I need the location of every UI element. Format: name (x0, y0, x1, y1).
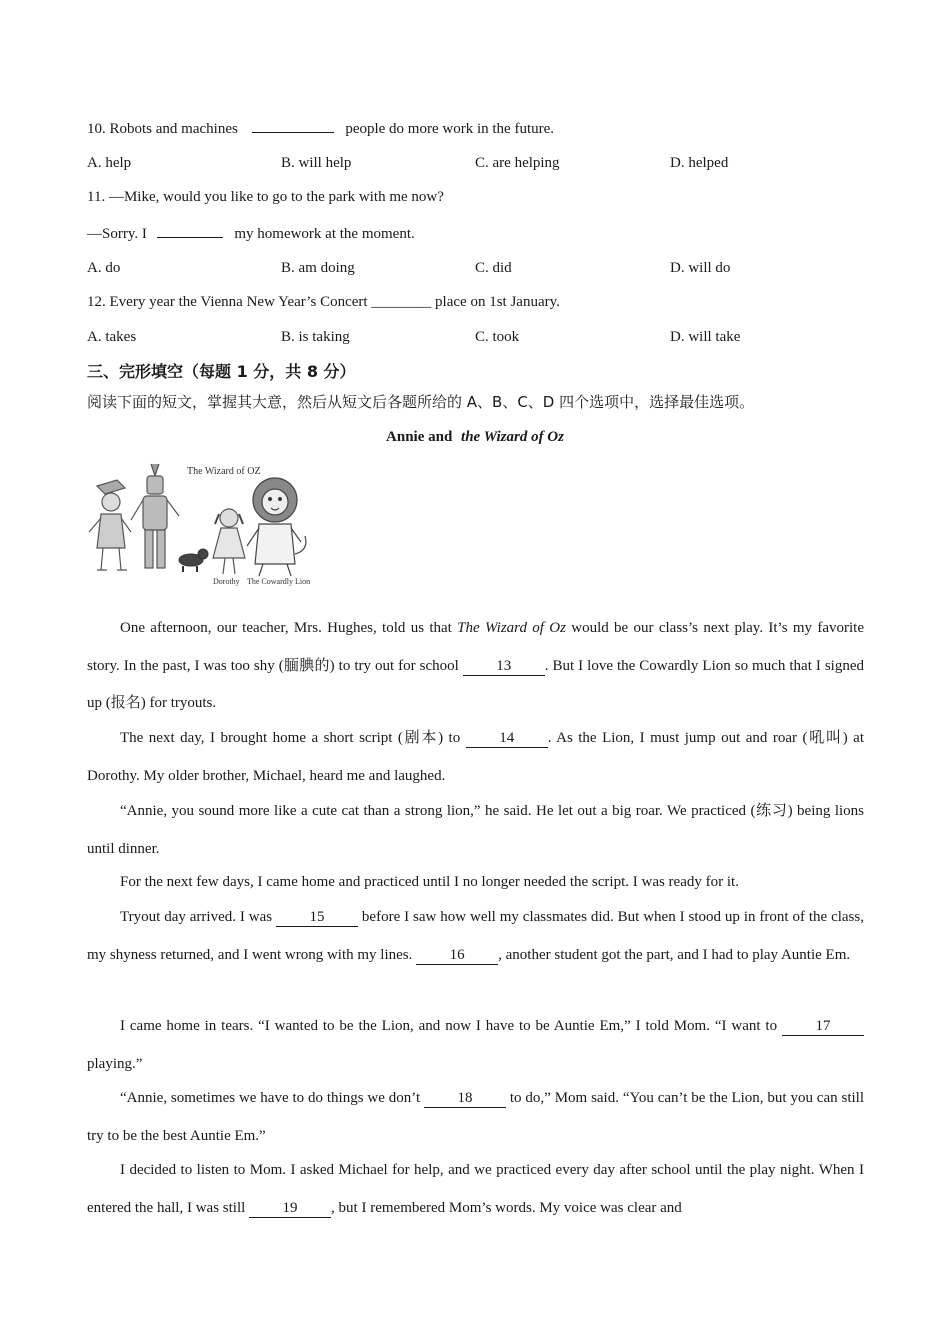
blank-13 (463, 657, 545, 676)
question-10-stem-end: people do more work in the future. (345, 121, 555, 137)
blank-14 (466, 729, 548, 748)
blank-19 (249, 1199, 331, 1218)
question-10-stem (87, 118, 554, 139)
blank-17-number: 17 (815, 1018, 831, 1034)
p8-text-start: I decided to listen to Mom. I asked Michael for help, and we practiced every day after school until the play night. When I entered the hall, I was still (87, 1162, 864, 1216)
p8-text-end: , but I remembered Mom’s words. My voice was clear and (331, 1199, 682, 1216)
question-10-option-d: D. helped (670, 155, 729, 171)
passage-paragraph-8 (87, 1152, 864, 1227)
illustration-label-lion: The Cowardly Lion (247, 577, 311, 586)
question-10-option-c: C. are helping (475, 155, 560, 171)
question-10-blank (252, 118, 334, 133)
passage-paragraph-1 (87, 610, 864, 723)
toto-dog-figure (179, 549, 208, 572)
passage-paragraph-4 (87, 864, 864, 902)
question-11-option-a: A. do (87, 260, 121, 276)
p5-text-mid: before I saw how well my classmates did. But when I stood up in front of the class, my shyness returned, and I went wrong with my lines. (87, 909, 864, 963)
p6-text-start: I came home in tears. “I wanted to be the Lion, and now I have to be Auntie Em,” I told Mom. “I want to (120, 1018, 782, 1034)
passage-paragraph-3 (87, 793, 864, 868)
blank-16-number: 16 (449, 946, 465, 963)
question-12-option-a: A. takes (87, 329, 137, 345)
p4-text: For the next few days, I came home and practiced until I no longer needed the script. I was ready for it. (120, 874, 739, 890)
tin-man-figure (131, 464, 179, 568)
blank-18-number: 18 (457, 1090, 473, 1106)
passage-title-start: Annie and (386, 429, 453, 445)
wizard-of-oz-illustration (87, 458, 315, 588)
question-10-option-b: B. will help (281, 155, 352, 171)
question-10-stem-start: 10. Robots and machines (87, 121, 238, 137)
p7-text-end: to do,” Mom said. “You can’t be the Lion, but you can still try to be the best Auntie Em.” (87, 1090, 864, 1144)
question-12-option-c: C. took (475, 329, 520, 345)
dorothy-figure (213, 509, 245, 574)
blank-16 (416, 946, 498, 965)
question-12-stem: 12. Every year the Vienna New Year’s Concert ________ place on 1st January. (87, 294, 560, 310)
question-12-option-b: B. is taking (281, 329, 350, 345)
passage-paragraph-2 (87, 720, 864, 795)
question-12-option-d: D. will take (670, 329, 741, 345)
cowardly-lion-figure (247, 478, 306, 576)
section-heading: 三、完形填空（每题 1 分，共 8 分） (87, 362, 356, 381)
p1-text-start: One afternoon, our teacher, Mrs. Hughes, told us that (120, 620, 458, 636)
blank-15-number: 15 (309, 909, 325, 925)
question-11-option-c: C. did (475, 260, 512, 276)
blank-13-number: 13 (496, 657, 512, 674)
question-10-option-a: A. help (87, 155, 132, 171)
question-11-blank (157, 223, 223, 238)
question-11-option-b: B. am doing (281, 260, 355, 276)
passage-paragraph-5 (87, 899, 864, 974)
passage-paragraph-7 (87, 1080, 864, 1155)
p2-text-start: The next day, I brought home a short script (剧本) to (120, 730, 466, 746)
p5-text-end: , another student got the part, and I had to play Auntie Em. (498, 946, 851, 963)
p1-title-italic: The Wizard of Oz (457, 620, 566, 636)
p2-text-end: . As the Lion, I must jump out and roar (吼叫) at Dorothy. My older brother, Michael, heard me and laughed. (87, 730, 864, 784)
section-instruction: 阅读下面的短文，掌握其大意，然后从短文后各题所给的 A、B、C、D 四个选项中，选择最佳选项。 (87, 393, 755, 411)
question-11-stem-end: my homework at the moment. (234, 226, 415, 242)
blank-17 (782, 1017, 864, 1036)
scarecrow-figure (89, 480, 131, 570)
passage-title-italic: the Wizard of Oz (461, 429, 564, 445)
question-11-stem-start: —Sorry. I (87, 226, 147, 242)
question-11-stem (87, 223, 415, 244)
p3-text: “Annie, you sound more like a cute cat than a strong lion,” he said. He let out a big roar. We practiced (练习) being lions until dinner. (87, 803, 864, 857)
p1-text-end: . But I love the Cowardly Lion so much that I signed up (报名) for tryouts. (87, 657, 864, 711)
blank-18 (424, 1089, 506, 1108)
p7-text-start: “Annie, sometimes we have to do things we don’t (120, 1090, 425, 1106)
blank-15 (276, 908, 358, 927)
passage-title (0, 427, 950, 447)
question-11-option-d: D. will do (670, 260, 731, 276)
blank-19-number: 19 (282, 1199, 298, 1216)
passage-paragraph-6 (87, 1008, 864, 1083)
question-11-prompt: 11. —Mike, would you like to go to the park with me now? (87, 189, 444, 205)
blank-14-number: 14 (499, 730, 515, 746)
p5-text-start: Tryout day arrived. I was (120, 909, 277, 925)
illustration-title: The Wizard of OZ (187, 466, 261, 477)
p6-text-end: playing.” (87, 1055, 143, 1072)
illustration-label-dorothy: Dorothy (213, 577, 240, 586)
p1-text-mid: would be our class’s next play. It’s my favorite story. In the past, I was too shy (腼腆的) to try out for school (87, 620, 864, 674)
